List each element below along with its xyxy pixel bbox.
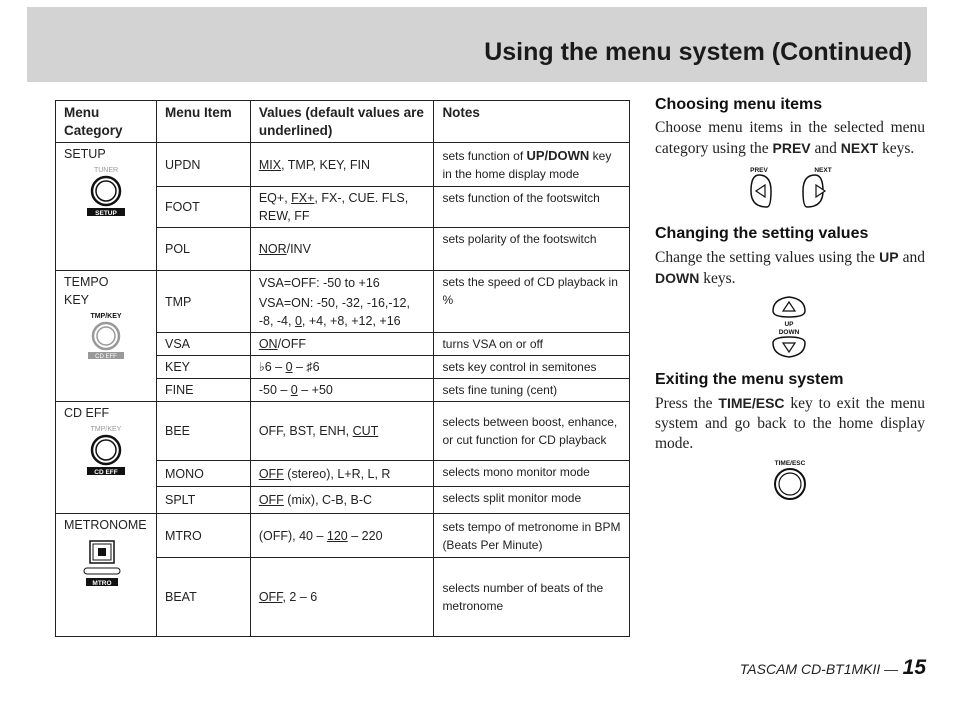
item-updn: UPDN xyxy=(156,143,250,187)
page-number: 15 xyxy=(902,656,926,679)
table-header-row xyxy=(56,101,630,143)
mtro-button-icon xyxy=(80,536,124,592)
item-mtro: MTRO xyxy=(156,514,250,558)
prev-next-keys-icon xyxy=(745,165,835,211)
page-footer xyxy=(740,656,926,680)
knob-sublabel: CD EFF xyxy=(95,354,117,360)
next-label: NEXT xyxy=(814,167,832,174)
category-label: METRONOME xyxy=(64,518,147,532)
note-beat: selects number of beats of the metronome xyxy=(434,558,630,637)
item-splt: SPLT xyxy=(156,487,250,514)
prev-label: PREV xyxy=(750,167,768,174)
category-label: SETUP xyxy=(64,147,106,161)
item-tmp: TMP xyxy=(156,271,250,333)
tuner-setup-knob-icon xyxy=(84,165,128,217)
header-values: Values (default values are underlined) xyxy=(250,101,434,143)
value-beat: OFF, 2 – 6 xyxy=(250,558,434,637)
value-key: ♭6 – 0 – ♯6 xyxy=(250,356,434,379)
up-label: UP xyxy=(784,321,794,328)
note-updn: sets function of UP/DOWN key in the home display mode xyxy=(434,143,630,187)
knob-label: TUNER xyxy=(93,167,119,174)
text-exiting: Press the TIME/ESC key to exit the menu system and go back to the home display mode. xyxy=(655,395,925,452)
item-key: KEY xyxy=(156,356,250,379)
note-mono: selects mono monitor mode xyxy=(434,461,630,487)
knob-label: TMP/KEY xyxy=(90,426,122,433)
item-fine: FINE xyxy=(156,379,250,402)
up-down-keys-icon xyxy=(767,293,811,359)
item-bee: BEE xyxy=(156,402,250,461)
knob-sublabel: SETUP xyxy=(95,210,117,217)
note-foot: sets function of the footswitch xyxy=(434,187,630,228)
table-row xyxy=(56,402,630,461)
instructions-column xyxy=(655,96,925,502)
knob-sublabel: CD EFF xyxy=(94,469,118,476)
value-fine: -50 – 0 – +50 xyxy=(250,379,434,402)
note-vsa: turns VSA on or off xyxy=(434,333,630,356)
value-updn: MIX, TMP, KEY, FIN xyxy=(250,143,434,187)
time-esc-key-icon xyxy=(765,458,815,502)
value-tmp: VSA=OFF: -50 to +16 VSA=ON: -50, -32, -16,-12, -8, -4, 0, +4, +8, +12, +16 xyxy=(250,271,434,333)
table-row xyxy=(56,143,630,187)
category-tempo-key xyxy=(56,271,157,402)
value-bee: OFF, BST, ENH, CUT xyxy=(250,402,434,461)
note-bee: selects between boost, enhance, or cut function for CD playback xyxy=(434,402,630,461)
down-label: DOWN xyxy=(778,329,800,336)
table-row xyxy=(56,271,630,333)
heading-exiting: Exiting the menu system xyxy=(655,371,844,388)
category-label: KEY xyxy=(64,293,90,307)
page-title: Using the menu system (Continued) xyxy=(484,38,912,66)
value-pol: NOR/INV xyxy=(250,228,434,271)
category-metronome xyxy=(56,514,157,637)
item-vsa: VSA xyxy=(156,333,250,356)
note-fine: sets fine tuning (cent) xyxy=(434,379,630,402)
value-foot: EQ+, FX+, FX-, CUE. FLS, REW, FF xyxy=(250,187,434,228)
time-esc-label: TIME/ESC xyxy=(774,460,806,467)
menu-table xyxy=(55,100,630,637)
note-splt: selects split monitor mode xyxy=(434,487,630,514)
note-mtro: sets tempo of metronome in BPM (Beats Per Minute) xyxy=(434,514,630,558)
table-row xyxy=(56,514,630,558)
heading-choosing: Choosing menu items xyxy=(655,96,823,113)
header-category: Menu Category xyxy=(56,101,157,143)
header-notes: Notes xyxy=(434,101,630,143)
item-foot: FOOT xyxy=(156,187,250,228)
category-setup xyxy=(56,143,157,271)
category-cd-eff xyxy=(56,402,157,514)
note-pol: sets polarity of the footswitch xyxy=(434,228,630,271)
item-pol: POL xyxy=(156,228,250,271)
text-changing: Change the setting values using the UP and DOWN keys. xyxy=(655,249,925,287)
knob-label: TMP/KEY xyxy=(90,313,122,320)
header-item: Menu Item xyxy=(156,101,250,143)
mtro-sublabel: MTRO xyxy=(92,580,112,587)
note-key: sets key control in semitones xyxy=(434,356,630,379)
item-mono: MONO xyxy=(156,461,250,487)
note-tmp: sets the speed of CD playback in % xyxy=(434,271,630,333)
value-vsa: ON/OFF xyxy=(250,333,434,356)
category-label: CD EFF xyxy=(64,406,110,420)
heading-changing: Changing the setting values xyxy=(655,225,869,242)
value-splt: OFF (mix), C-B, B-C xyxy=(250,487,434,514)
text-choosing: Choose menu items in the selected menu category using the PREV and NEXT keys. xyxy=(655,119,925,157)
footer-model: TASCAM CD-BT1MKII — xyxy=(739,661,899,677)
value-mono: OFF (stereo), L+R, L, R xyxy=(250,461,434,487)
item-beat: BEAT xyxy=(156,558,250,637)
cd-eff-knob-icon xyxy=(84,424,128,476)
tmp-key-knob-icon xyxy=(84,311,128,361)
value-mtro: (OFF), 40 – 120 – 220 xyxy=(250,514,434,558)
category-label: TEMPO xyxy=(64,275,109,289)
